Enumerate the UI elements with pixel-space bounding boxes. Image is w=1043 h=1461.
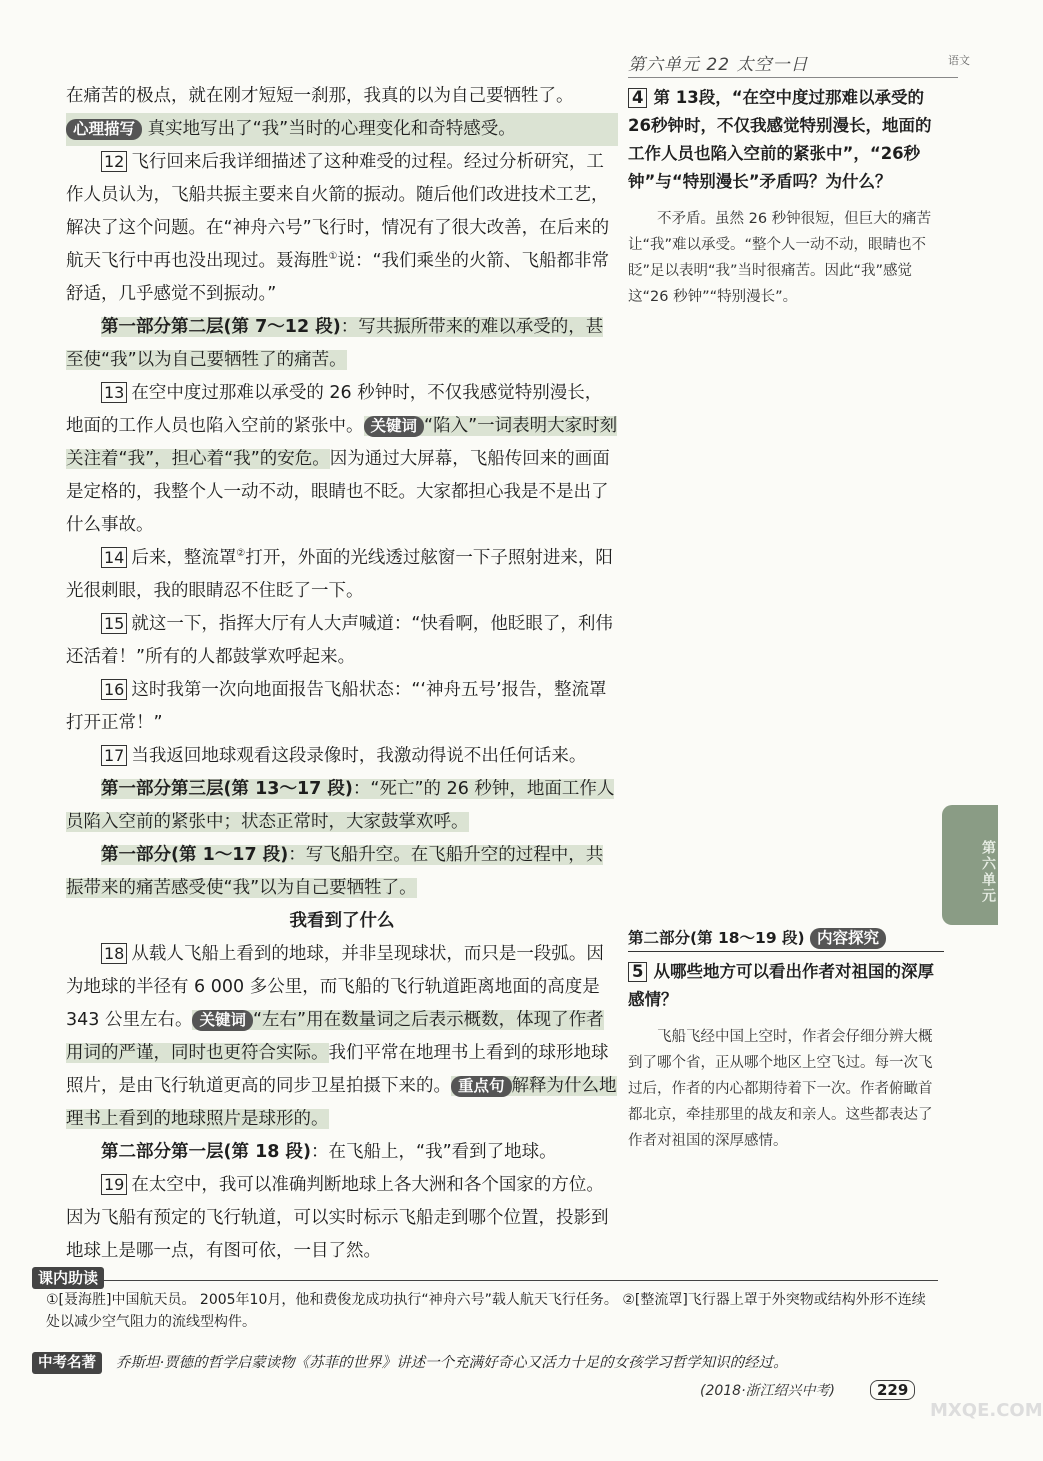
footnotes-label: 课内助读 bbox=[32, 1267, 104, 1289]
paragraph-text: 因为通过大屏幕，飞船传回来的画面是定格的，我整个人一动不动，眼睛也不眨。大家都担心我是不是出了什么事故。 bbox=[66, 449, 610, 535]
paragraph-number: 12 bbox=[101, 151, 127, 172]
running-header: 第六单元 22 太空一日 bbox=[628, 50, 958, 78]
summary-label: 第一部分(第 1～17 段) bbox=[101, 845, 289, 865]
main-column bbox=[66, 80, 618, 1268]
question-5 bbox=[628, 958, 944, 1014]
summary-text: ：写共振所带来的难以承受的，甚至使“我”以为自己要牺牲了的痛苦。 bbox=[66, 317, 604, 370]
paragraph-text: 飞行回来后我详细描述了这种难受的过程。经过分析研究，工作人员认为，飞船共振主要来自火箭的振动。随后他们改进技术工艺，解决了这个问题。在“神舟六号”飞行时，情况有了很大改善，在后来的航天飞行中再也没出现过。聂海胜 bbox=[66, 152, 610, 271]
summary-layer-2 bbox=[66, 311, 618, 377]
unit-side-tab: 第六单元 bbox=[942, 805, 998, 925]
summary-part-1 bbox=[66, 839, 618, 905]
paragraph-number: 18 bbox=[101, 943, 127, 964]
corner-mark: 语文 bbox=[948, 54, 970, 67]
question-5-block bbox=[628, 926, 944, 1154]
summary-text: ：在飞船上，“我”看到了地球。 bbox=[311, 1142, 557, 1162]
paragraph-12 bbox=[66, 146, 618, 311]
footer-tip bbox=[32, 1352, 938, 1374]
annotation-psychology bbox=[66, 113, 618, 146]
page-number: 229 bbox=[870, 1380, 915, 1400]
paragraph-14 bbox=[66, 542, 618, 608]
tag-keyword: 关键词 bbox=[364, 416, 425, 437]
tag-content-explore: 内容探究 bbox=[810, 928, 886, 949]
footer-source: (2018·浙江绍兴中考) bbox=[700, 1383, 836, 1399]
paragraph-text: 我们平常在地理书上看到的球形地球照片，是由飞行轨道更高的同步卫星拍摄下来的。 bbox=[66, 1043, 609, 1096]
question-number: 4 bbox=[628, 88, 647, 108]
paragraph-13 bbox=[66, 377, 618, 542]
answer-5: 飞船飞经中国上空时，作者会仔细分辨大概到了哪个省，正从哪个地区上空飞过。每一次飞过后，作者的内心都期待着下一次。作者俯瞰首都北京，牵挂那里的战友和亲人。这些都表达了作者对祖国的深厚感情。 bbox=[628, 1029, 933, 1149]
footnote-ref: ② bbox=[236, 548, 246, 560]
summary-text: ：“死亡”的 26 秒钟，地面工作人员陷入空前的紧张中；状态正常时，大家鼓掌欢呼。 bbox=[66, 779, 615, 832]
section-subtitle: 我看到了什么 bbox=[289, 911, 395, 931]
paragraph-number: 19 bbox=[101, 1174, 127, 1195]
footnote-ref: ① bbox=[328, 251, 338, 263]
summary-label: 第一部分第二层(第 7～12 段) bbox=[101, 317, 341, 337]
tag-key-sentence: 重点句 bbox=[451, 1076, 512, 1097]
paragraph-number: 15 bbox=[101, 613, 127, 634]
summary-label: 第一部分第三层(第 13～17 段) bbox=[101, 779, 353, 799]
footer-text: 乔斯坦·贾德的哲学启蒙读物《苏菲的世界》讲述一个充满好奇心又活力十足的女孩学习哲学知识的经过。 bbox=[116, 1355, 788, 1371]
question-text: 从哪些地方可以看出作者对祖国的深厚感情？ bbox=[628, 962, 934, 1009]
paragraph-text: 从载人飞船上看到的地球，并非呈现球状，而只是一段弧。因为地球的半径有 6 000 多公里，而飞船的飞行轨道距离地面的高度是 343 公里左右。 bbox=[66, 944, 604, 1030]
summary-label: 第二部分第一层(第 18 段) bbox=[101, 1142, 312, 1162]
summary-part-2-layer-1 bbox=[66, 1136, 618, 1169]
section-heading bbox=[628, 926, 944, 952]
paragraph-text: 就这一下，指挥大厅有人大声喊道：“快看啊，他眨眼了，利伟还活着！”所有的人都鼓掌欢呼起来。 bbox=[66, 614, 613, 667]
question-4-block bbox=[628, 84, 944, 310]
paragraph-18 bbox=[66, 938, 618, 1136]
footnotes-text: ①[聂海胜]中国航天员。 2005年10月，他和费俊龙成功执行“神舟六号”载人航天飞行任务。 ②[整流罩]飞行器上罩于外突物或结构外形不连续处以减少空气阻力的流线型构件。 bbox=[46, 1292, 926, 1330]
summary-layer-3 bbox=[66, 773, 618, 839]
paragraph-16 bbox=[66, 674, 618, 740]
paragraph-number: 13 bbox=[101, 382, 127, 403]
section-label: 第二部分(第 18～19 段) bbox=[628, 929, 805, 947]
summary-text: ：写飞船升空。在飞船升空的过程中，共振带来的痛苦感受使“我”以为自己要牺牲了。 bbox=[66, 845, 604, 898]
footnotes-box bbox=[32, 1269, 938, 1333]
paragraph-text: 在空中度过那难以承受的 26 秒钟时，不仅我感觉特别漫长，地面的工作人员也陷入空前的紧张中。 bbox=[66, 383, 603, 436]
tag-keyword: 关键词 bbox=[192, 1010, 253, 1031]
paragraph-text: 后来，整流罩 bbox=[131, 548, 237, 568]
paragraph-15 bbox=[66, 608, 618, 674]
paragraph-number: 17 bbox=[101, 745, 127, 766]
paragraph-17 bbox=[66, 740, 618, 773]
paragraph-text: 说：“我们乘坐的火箭、飞船都非常舒适，几乎感觉不到振动。” bbox=[66, 251, 610, 304]
footer-label: 中考名著 bbox=[32, 1352, 102, 1374]
watermark: MXQE.COM bbox=[930, 1400, 1043, 1421]
paragraph-text: 这时我第一次向地面报告飞船状态：“‘神舟五号’报告，整流罩打开正常！” bbox=[66, 680, 607, 733]
annotation-text: “左右”用在数量词之后表示概数，体现了作者用词的严谨，同时也更符合实际。 bbox=[66, 1010, 604, 1063]
paragraph-19 bbox=[66, 1169, 618, 1268]
paragraph-number: 16 bbox=[101, 679, 127, 700]
annotation-text: “陷入”一词表明大家时刻关注着“我”，担心着“我”的安危。 bbox=[66, 416, 618, 469]
tag-psychology: 心理描写 bbox=[66, 119, 142, 140]
paragraph-11-end: 在痛苦的极点，就在刚才短短一刹那，我真的以为自己要牺牲了。 bbox=[66, 86, 574, 106]
paragraph-text: 在太空中，我可以准确判断地球上各大洲和各个国家的方位。因为飞船有预定的飞行轨道，可以实时标示飞船走到哪个位置，投影到地球上是哪一点，有图可依，一目了然。 bbox=[66, 1175, 609, 1261]
paragraph-text: 当我返回地球观看这段录像时，我激动得说不出任何话来。 bbox=[131, 746, 587, 766]
question-number: 5 bbox=[628, 962, 647, 982]
paragraph-text: 打开，外面的光线透过舷窗一下子照射进来，阳光很刺眼，我的眼睛忍不住眨了一下。 bbox=[66, 548, 613, 601]
question-text: 第 13段，“在空中度过那难以承受的26秒钟时，不仅我感觉特别漫长，地面的工作人员也陷入空前的紧张中”，“26秒钟”与“特别漫长”矛盾吗？为什么？ bbox=[628, 88, 932, 191]
annotation-text: 真实地写出了“我”当时的心理变化和奇特感受。 bbox=[147, 119, 516, 139]
paragraph-number: 14 bbox=[101, 547, 127, 568]
answer-4: 不矛盾。虽然 26 秒钟很短，但巨大的痛苦让“我”难以承受。“整个人一动不动，眼睛也不眨”足以表明“我”当时很痛苦。因此“我”感觉这“26 秒钟”“特别漫长”。 bbox=[628, 211, 932, 305]
annotation-text: 解释为什么地理书上看到的地球照片是球形的。 bbox=[66, 1076, 617, 1129]
question-4 bbox=[628, 84, 944, 196]
